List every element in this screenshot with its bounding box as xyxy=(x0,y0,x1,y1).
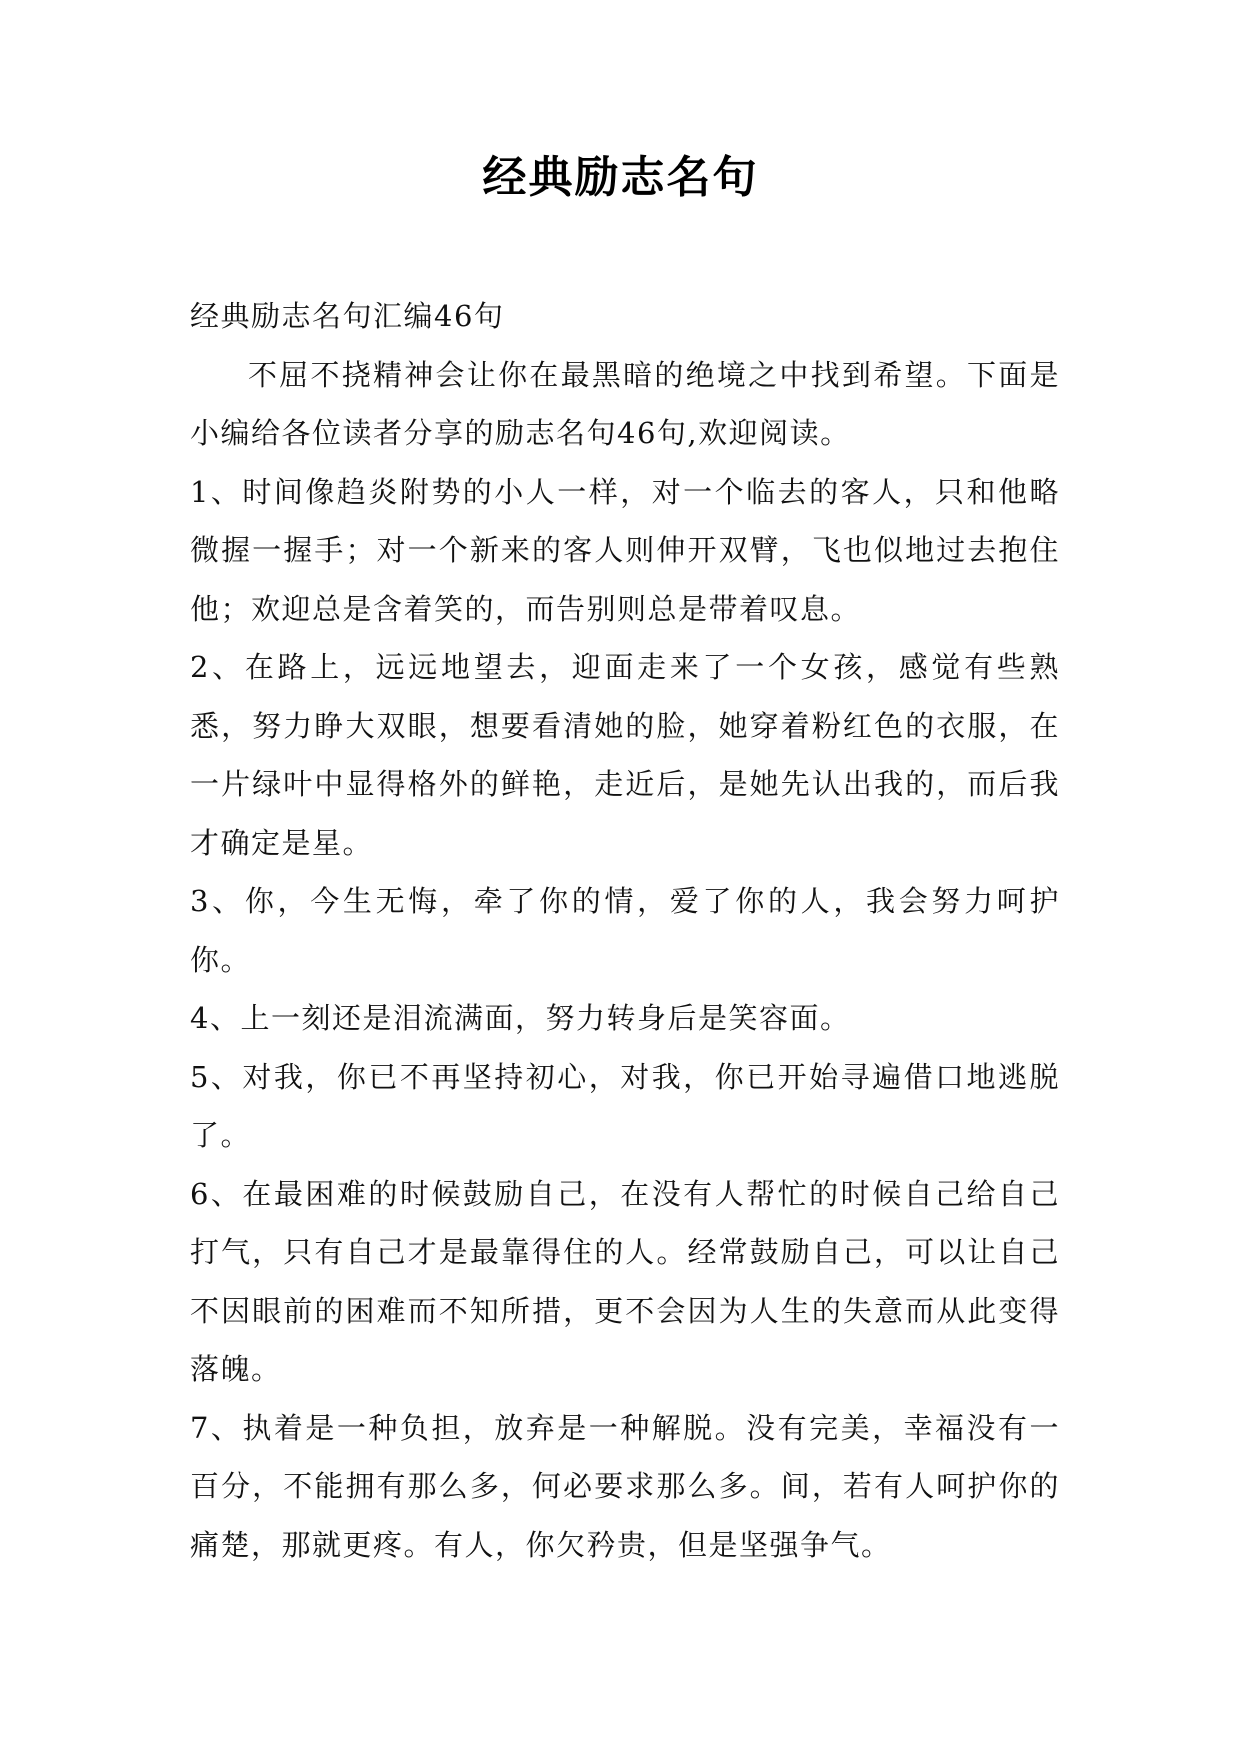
document-body xyxy=(190,287,1060,1574)
document-title: 经典励志名句 xyxy=(482,152,759,203)
quote-paragraph-5: 5、对我，你已不再坚持初心，对我，你已开始寻遍借口地逃脱了。 xyxy=(190,1059,1060,1152)
document-subtitle: 经典励志名句汇编46句 xyxy=(190,299,505,333)
quote-paragraph-2: 2、在路上，远远地望去，迎面走来了一个女孩，感觉有些熟悉，努力睁大双眼，想要看清她的脸，她穿着粉红色的衣服，在一片绿叶中显得格外的鲜艳，走近后，是她先认出我的，而后我才确定是星。 xyxy=(190,650,1060,860)
quote-paragraph-7: 7、执着是一种负担，放弃是一种解脱。没有完美，幸福没有一百分，不能拥有那么多，何必要求那么多。间，若有人呵护你的痛楚，那就更疼。有人，你欠矜贵，但是坚强争气。 xyxy=(190,1410,1060,1562)
quote-paragraph-6: 6、在最困难的时候鼓励自己，在没有人帮忙的时候自己给自己打气，只有自己才是最靠得住的人。经常鼓励自己，可以让自己不因眼前的困难而不知所措，更不会因为人生的失意而从此变得落魄。 xyxy=(190,1176,1060,1386)
quote-paragraph-1: 1、时间像趋炎附势的小人一样，对一个临去的客人，只和他略微握一握手；对一个新来的客人则伸开双臂，飞也似地过去抱住他；欢迎总是含着笑的，而告别则总是带着叹息。 xyxy=(190,474,1060,626)
quote-paragraph-3: 3、你，今生无悔，牵了你的情，爱了你的人，我会努力呵护你。 xyxy=(190,884,1060,977)
intro-paragraph: 不屈不挠精神会让你在最黑暗的绝境之中找到希望。下面是小编给各位读者分享的励志名句46句,欢迎阅读。 xyxy=(190,357,1060,450)
quote-paragraph-4: 4、上一刻还是泪流满面，努力转身后是笑容面。 xyxy=(190,1001,851,1035)
